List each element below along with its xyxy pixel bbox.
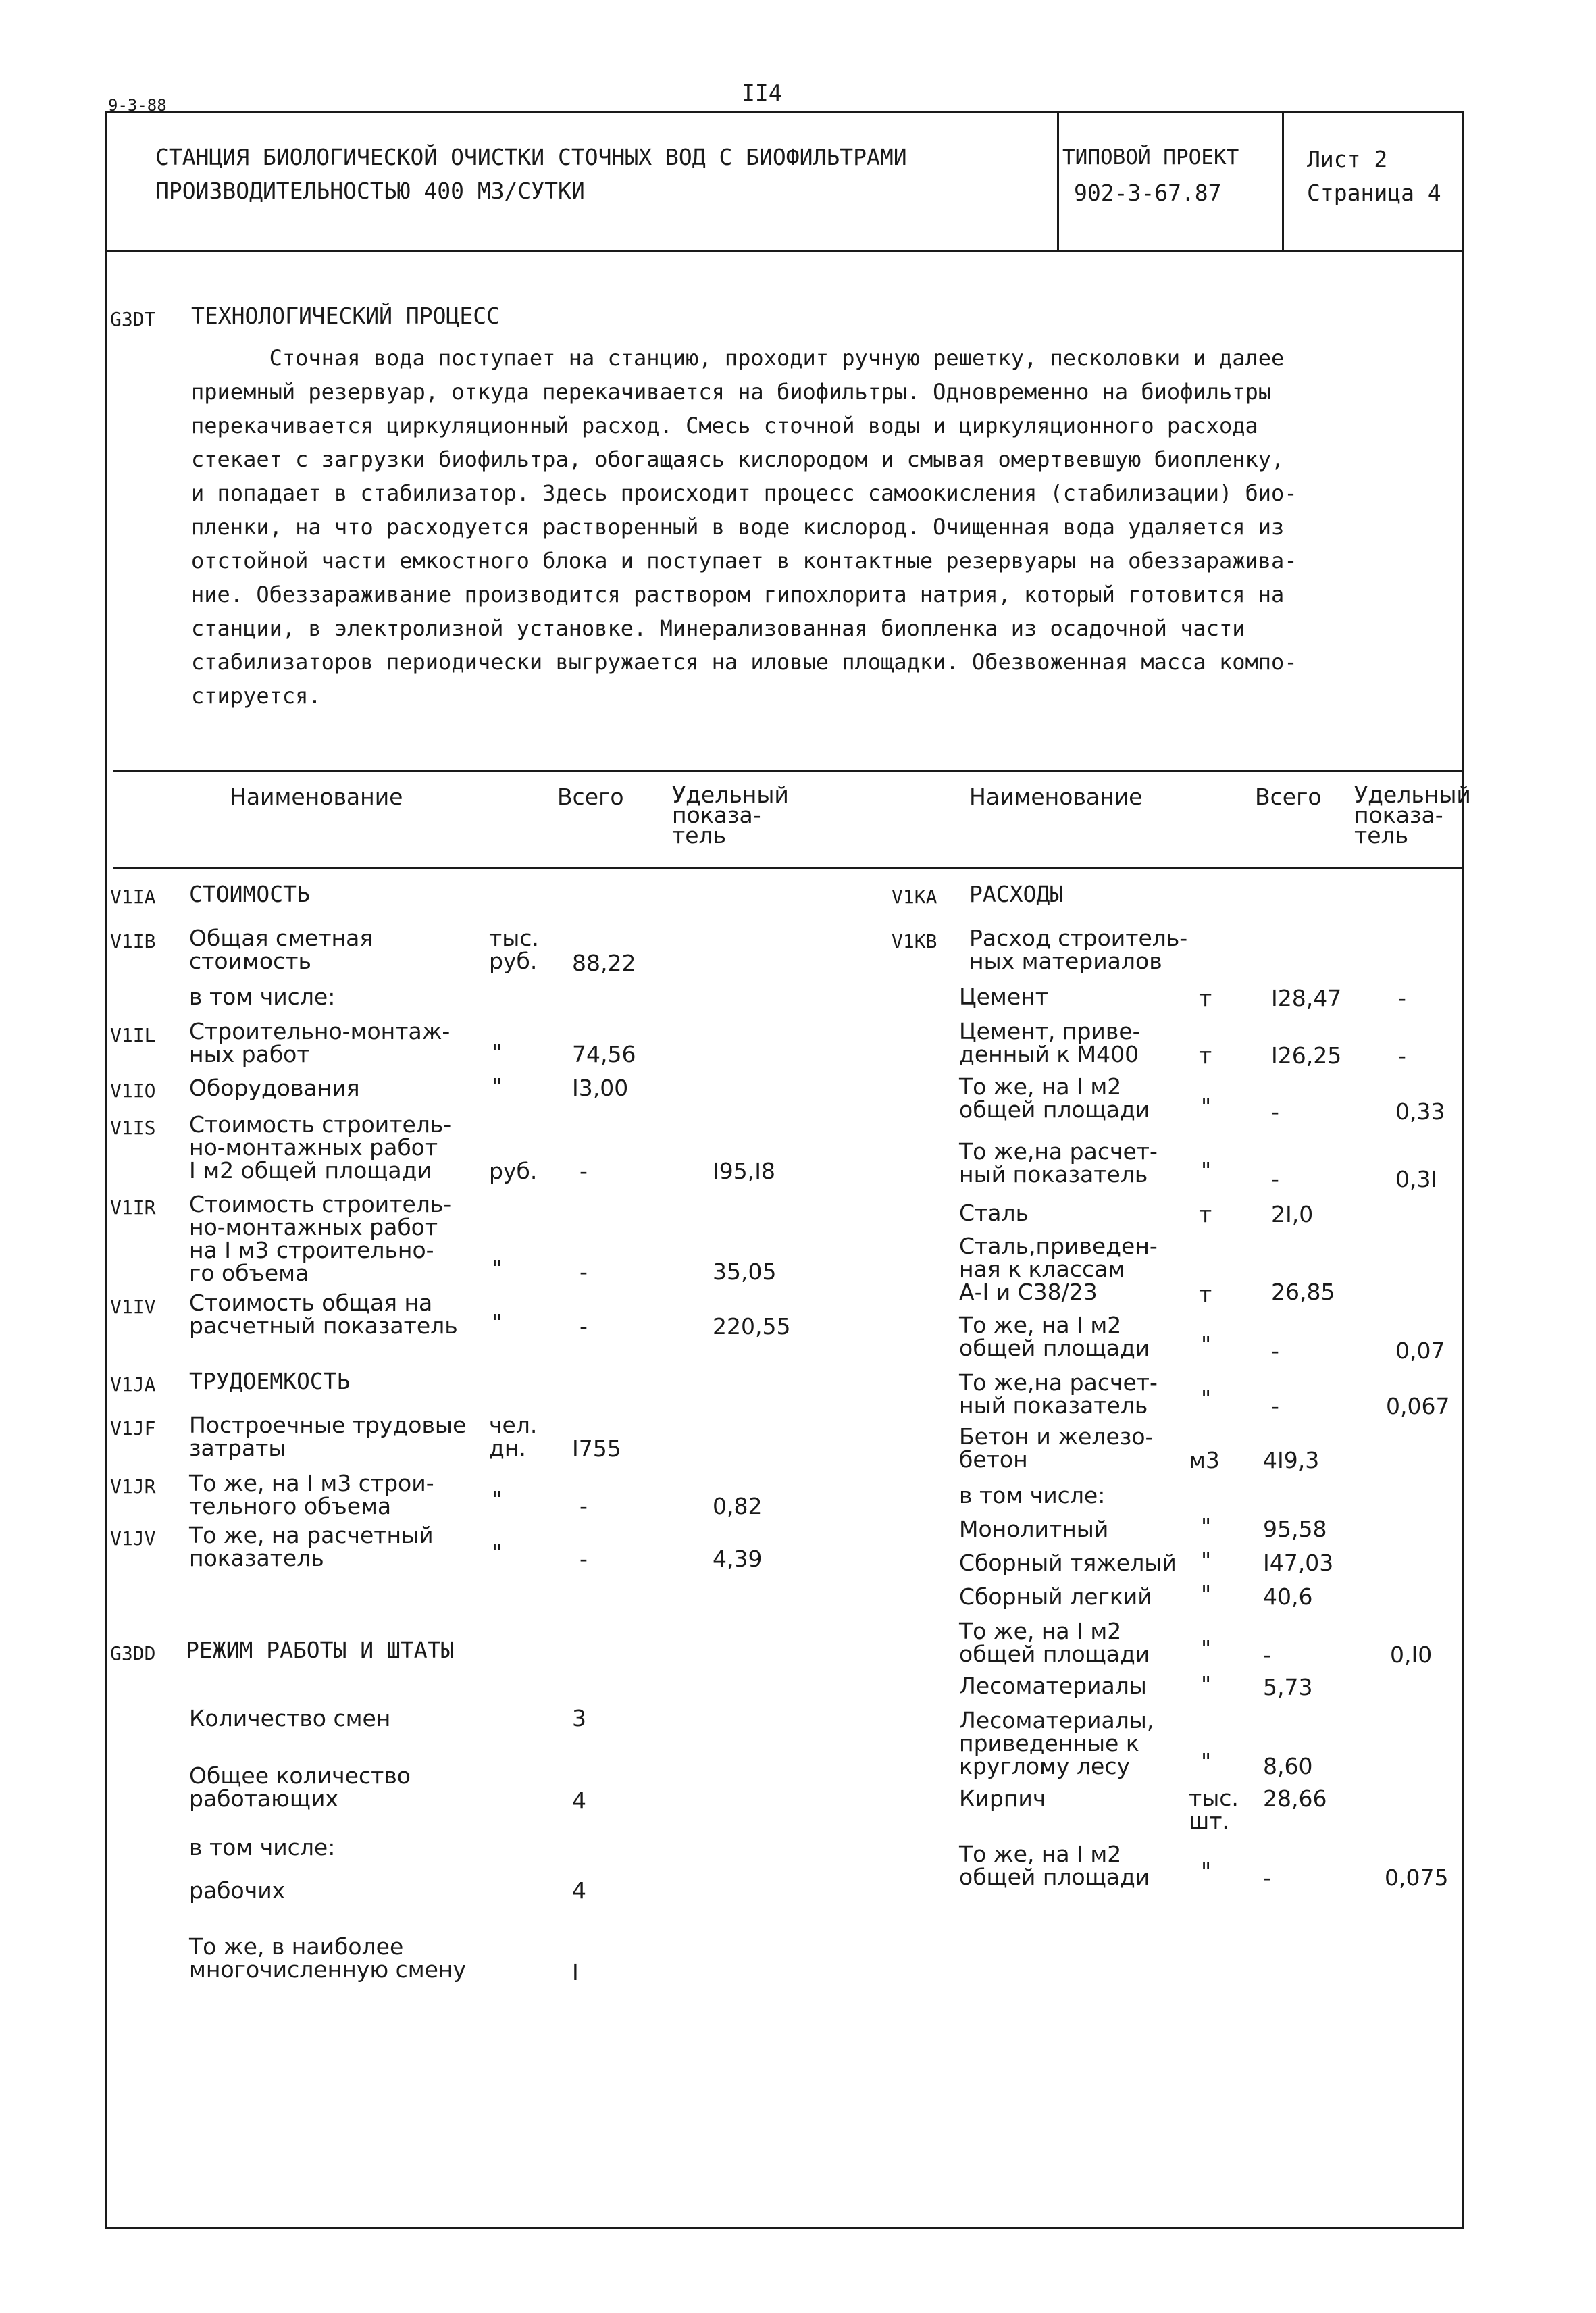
row-code: V1IO xyxy=(110,1079,156,1102)
row-name: То же, на I м2 общей площади xyxy=(959,1073,1150,1123)
row-specific: I95,I8 xyxy=(713,1158,775,1184)
row-unit: " xyxy=(1201,1513,1212,1540)
row-name: Строительно-монтаж- ных работ xyxy=(189,1018,451,1067)
row-unit: т xyxy=(1199,1201,1212,1227)
row-total: 40,6 xyxy=(1263,1583,1313,1610)
row-code: V1JF xyxy=(110,1417,156,1440)
row-name: Сталь xyxy=(959,1200,1029,1226)
row-unit: " xyxy=(492,1255,503,1281)
row-code: V1JV xyxy=(110,1527,156,1550)
row-code: V1JR xyxy=(110,1475,156,1498)
row-total: 5,73 xyxy=(1263,1674,1313,1700)
row-name: То же,на расчет- ный показатель xyxy=(959,1369,1158,1419)
staff-row-value: I xyxy=(572,1959,579,1985)
project-number: 902-3-67.87 xyxy=(1074,180,1222,206)
labor-code: V1JA xyxy=(110,1373,156,1396)
staff-row-name: То же, в наиболее многочисленную смену xyxy=(189,1933,467,1983)
document-title-line2: ПРОИЗВОДИТЕЛЬНОСТЬЮ 400 М3/СУТКИ xyxy=(155,178,585,204)
row-total: - xyxy=(1263,1642,1271,1668)
process-line: перекачивается циркуляционный расход. Смесь сточной воды и циркуляционного расхода xyxy=(191,413,1258,438)
row-total: - xyxy=(580,1313,588,1340)
row-specific: - xyxy=(1398,1042,1406,1069)
row-name: Сталь,приведен- ная к классам А-I и С38/23 xyxy=(959,1233,1158,1305)
process-heading: ТЕХНОЛОГИЧЕСКИЙ ПРОЦЕСС xyxy=(191,303,500,329)
row-specific: 0,07 xyxy=(1395,1338,1445,1364)
row-unit: тыс. руб. xyxy=(489,925,539,974)
row-specific: 0,I0 xyxy=(1390,1642,1433,1668)
row-code: V1KB xyxy=(892,930,937,952)
staff-title: РЕЖИМ РАБОТЫ И ШТАТЫ xyxy=(186,1637,455,1663)
row-specific: 0,82 xyxy=(713,1493,763,1519)
col-name-left: Наименование xyxy=(230,784,403,810)
row-unit: " xyxy=(1201,1671,1212,1698)
row-code: V1IS xyxy=(110,1117,156,1139)
row-total: - xyxy=(1271,1166,1279,1192)
row-unit: руб. xyxy=(489,1158,538,1184)
row-name: Монолитный xyxy=(959,1516,1109,1542)
row-name: в том числе: xyxy=(959,1482,1106,1508)
row-name: Построечные трудовые затраты xyxy=(189,1412,467,1461)
row-unit: м3 xyxy=(1189,1447,1220,1473)
table-header-rule xyxy=(113,867,1464,869)
row-total: - xyxy=(1271,1098,1279,1125)
row-name: Сборный легкий xyxy=(959,1583,1152,1610)
row-name: Цемент, приве- денный к М400 xyxy=(959,1018,1141,1067)
process-line: станции, в электролизной установке. Минерализованная биопленка из осадочной части xyxy=(191,615,1245,641)
row-name: Стоимость строитель- но-монтажных работ I м2 общей площади xyxy=(189,1111,452,1184)
process-line: стабилизаторов периодически выгружается на иловые площадки. Обезвоженная масса компо- xyxy=(191,649,1297,675)
row-name: Цемент xyxy=(959,984,1048,1010)
doc-code: 9-3-88 xyxy=(108,96,167,115)
row-unit: т xyxy=(1199,985,1212,1011)
row-total: - xyxy=(580,1158,588,1184)
process-line: отстойной части емкостного блока и поступает в контактные резервуары на обеззаражива- xyxy=(191,548,1297,574)
row-total: - xyxy=(1271,1393,1279,1419)
row-unit: " xyxy=(1201,1385,1212,1411)
staff-row-value: 4 xyxy=(572,1877,586,1904)
row-unit: " xyxy=(492,1486,503,1513)
row-unit: " xyxy=(492,1040,503,1066)
row-unit: " xyxy=(1201,1858,1212,1884)
row-code: V1IL xyxy=(110,1024,156,1046)
process-line: ние. Обеззараживание производится раствором гипохлорита натрия, который готовится на xyxy=(191,582,1285,607)
row-unit: чел. дн. xyxy=(489,1412,538,1461)
cost-code: V1IA xyxy=(110,886,156,908)
process-line: стируется. xyxy=(191,683,321,709)
row-code: V1IB xyxy=(110,930,156,952)
row-name: Расход строитель- ных материалов xyxy=(969,925,1188,974)
row-total: I755 xyxy=(572,1435,621,1462)
expenses-title: РАСХОДЫ xyxy=(969,881,1064,907)
cost-title: СТОИМОСТЬ xyxy=(189,881,310,907)
row-name: То же, на I м2 общей площади xyxy=(959,1312,1150,1361)
row-unit: " xyxy=(1201,1748,1212,1775)
process-line: Сточная вода поступает на станцию, проходит ручную решетку, песколовки и далее xyxy=(191,345,1285,371)
row-name: То же,на расчет- ный показатель xyxy=(959,1138,1158,1188)
row-total: 95,58 xyxy=(1263,1516,1327,1542)
col-specific-right: Удельный показа- тель xyxy=(1354,782,1471,848)
staff-row-name: Количество смен xyxy=(189,1705,391,1731)
row-unit: тыс. шт. xyxy=(1189,1785,1239,1834)
row-total: I28,47 xyxy=(1271,985,1342,1011)
col-specific-left: Удельный показа- тель xyxy=(672,782,789,848)
row-code: V1IR xyxy=(110,1196,156,1219)
row-total: - xyxy=(580,1493,588,1519)
process-text xyxy=(191,341,1407,713)
row-unit: т xyxy=(1199,1281,1212,1307)
row-name: То же, на расчетный показатель xyxy=(189,1522,434,1571)
row-name: Стоимость строитель- но-монтажных работ на I м3 строительно- го объема xyxy=(189,1191,452,1286)
row-total: - xyxy=(1263,1864,1271,1891)
row-name: Оборудования xyxy=(189,1075,360,1101)
row-specific: 4,39 xyxy=(713,1546,763,1572)
row-unit: " xyxy=(1201,1581,1212,1607)
row-unit: " xyxy=(492,1073,503,1100)
title-divider-2 xyxy=(1282,111,1284,250)
row-name: Общая сметная стоимость xyxy=(189,925,374,974)
row-name: То же, на I м3 строи- тельного объема xyxy=(189,1470,434,1519)
document-title-line1: СТАНЦИЯ БИОЛОГИЧЕСКОЙ ОЧИСТКИ СТОЧНЫХ ВОД С БИОФИЛЬТРАМИ xyxy=(155,144,907,170)
row-specific: 0,075 xyxy=(1385,1864,1449,1891)
row-total: I47,03 xyxy=(1263,1550,1334,1576)
row-specific: 0,33 xyxy=(1395,1098,1445,1125)
staff-row-value: 4 xyxy=(572,1787,586,1814)
row-specific: 0,067 xyxy=(1386,1393,1450,1419)
sheet-label: Лист 2 xyxy=(1307,146,1388,172)
row-name: Кирпич xyxy=(959,1785,1046,1812)
title-divider-1 xyxy=(1057,111,1059,250)
labor-title: ТРУДОЕМКОСТЬ xyxy=(189,1368,351,1394)
staff-row-name: Общее количество работающих xyxy=(189,1762,411,1812)
process-line: пленки, на что расходуется растворенный в воде кислород. Очищенная вода удаляется из xyxy=(191,514,1285,540)
row-total: 4I9,3 xyxy=(1263,1447,1320,1473)
col-total-left: Всего xyxy=(557,784,624,810)
staff-row-name: в том числе: xyxy=(189,1834,336,1860)
row-total: 8,60 xyxy=(1263,1753,1313,1779)
staff-row-value: 3 xyxy=(572,1705,586,1731)
row-total: I3,00 xyxy=(572,1075,629,1101)
row-unit: " xyxy=(492,1539,503,1565)
row-name: Лесоматериалы xyxy=(959,1673,1147,1699)
row-total: 74,56 xyxy=(572,1041,636,1067)
page-number: II4 xyxy=(742,80,782,106)
staff-row-name: рабочих xyxy=(189,1877,286,1904)
row-unit: " xyxy=(1201,1547,1212,1573)
title-block-divider xyxy=(105,250,1464,252)
row-name: в том числе: xyxy=(189,984,336,1010)
row-total: 2I,0 xyxy=(1271,1201,1314,1227)
expenses-code: V1KA xyxy=(892,886,937,908)
col-total-right: Всего xyxy=(1255,784,1322,810)
row-unit: " xyxy=(1201,1331,1212,1357)
row-unit: " xyxy=(1201,1093,1212,1119)
col-name-right: Наименование xyxy=(969,784,1143,810)
row-total: 28,66 xyxy=(1263,1785,1327,1812)
process-line: приемный резервуар, откуда перекачивается на биофильтры. Одновременно на биофильтры xyxy=(191,379,1272,405)
row-name: Бетон и железо- бетон xyxy=(959,1423,1154,1473)
row-name: Сборный тяжелый xyxy=(959,1550,1177,1576)
row-unit: " xyxy=(1201,1635,1212,1661)
row-total: - xyxy=(1271,1338,1279,1364)
row-total: 88,22 xyxy=(572,950,636,976)
row-specific: 220,55 xyxy=(713,1313,791,1340)
row-unit: " xyxy=(492,1309,503,1336)
row-total: I26,25 xyxy=(1271,1042,1342,1069)
row-unit: " xyxy=(1201,1157,1212,1184)
row-specific: 0,3I xyxy=(1395,1166,1438,1192)
process-line: стекает с загрузки биофильтра, обогащаясь кислородом и смывая омертвевшую биопленку, xyxy=(191,447,1285,472)
staff-code: G3DD xyxy=(110,1642,156,1664)
process-code: G3DT xyxy=(110,308,156,330)
project-label: ТИПОВОЙ ПРОЕКТ xyxy=(1062,145,1239,170)
row-name: Лесоматериалы, приведенные к круглому лесу xyxy=(959,1707,1154,1779)
row-total: 26,85 xyxy=(1271,1279,1335,1305)
row-specific: - xyxy=(1398,985,1406,1011)
row-total: - xyxy=(580,1259,588,1285)
row-unit: т xyxy=(1199,1042,1212,1069)
process-line: и попадает в стабилизатор. Здесь происходит процесс самоокисления (стабилизации) био- xyxy=(191,480,1297,506)
row-name: То же, на I м2 общей площади xyxy=(959,1618,1150,1667)
row-specific: 35,05 xyxy=(713,1259,777,1285)
row-name: Стоимость общая на расчетный показатель xyxy=(189,1290,458,1339)
page-label: Страница 4 xyxy=(1307,180,1441,206)
row-total: - xyxy=(580,1546,588,1572)
row-name: То же, на I м2 общей площади xyxy=(959,1841,1150,1890)
row-code: V1IV xyxy=(110,1296,156,1318)
table-top-rule xyxy=(113,770,1464,772)
